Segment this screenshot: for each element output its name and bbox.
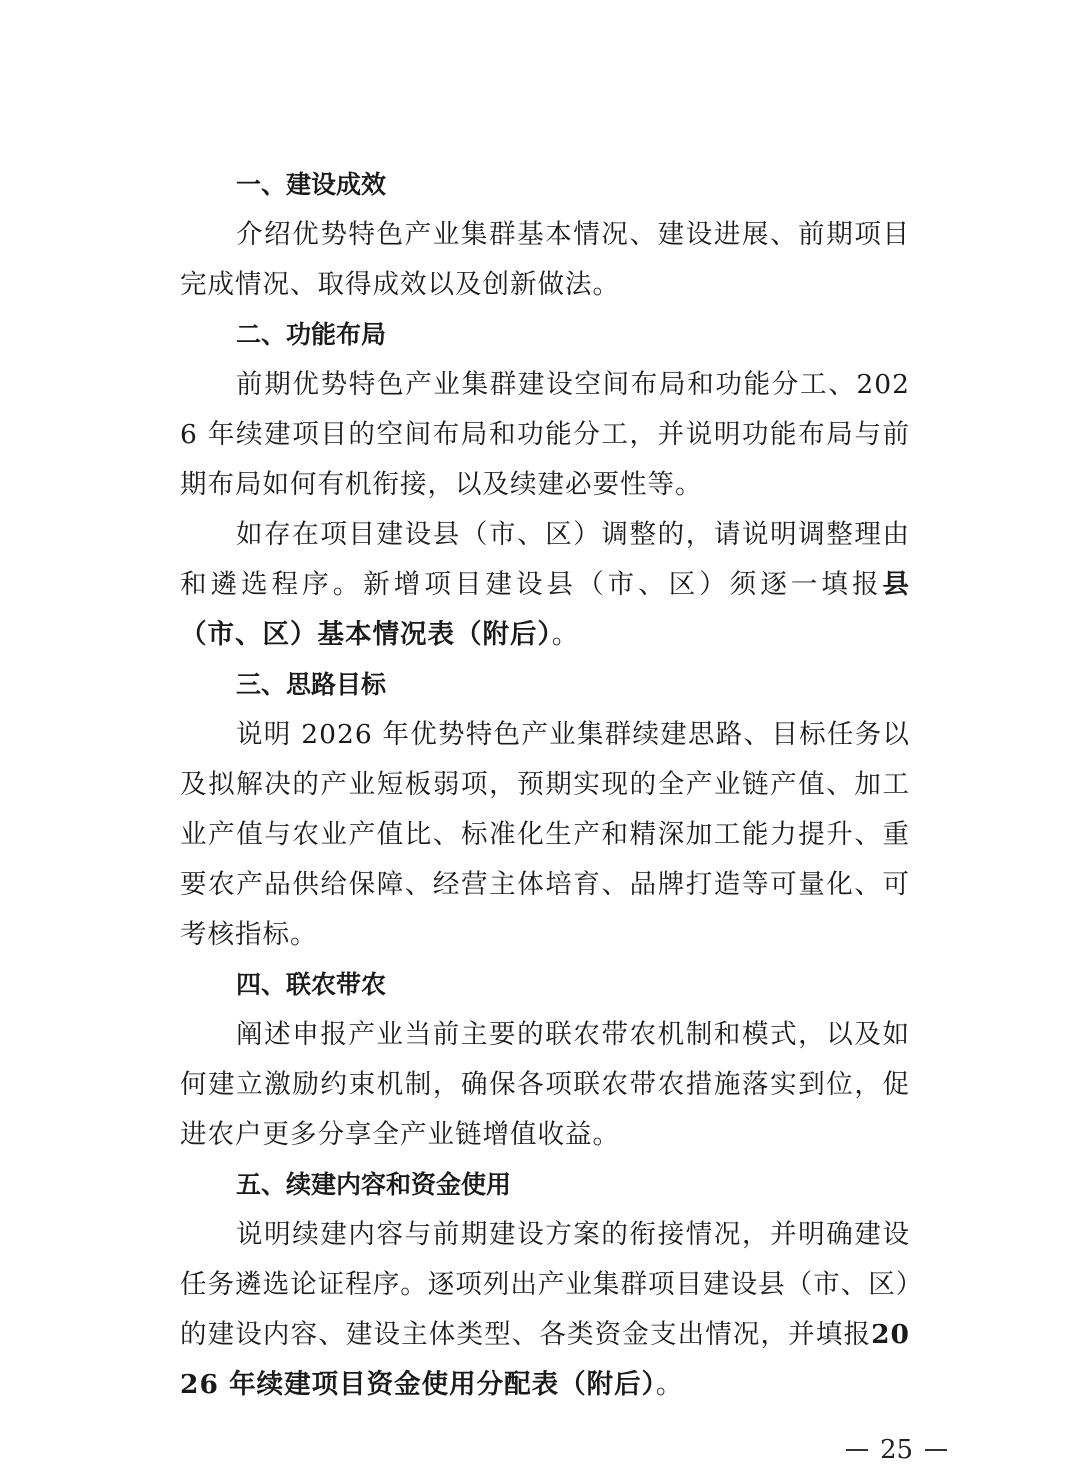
section-paragraph — [180, 1210, 910, 1410]
page-number: 25 — [880, 1435, 914, 1465]
section-paragraph — [180, 510, 910, 660]
bold-table-reference: 县（市、区）基本情况表（附后） — [180, 569, 910, 650]
footer-dash-left — [846, 1449, 868, 1451]
section-heading: 四、联农带农 — [236, 970, 387, 999]
paragraph-text: 阐述申报产业当前主要的联农带农机制和模式，以及如何建立激励约束机制，确保各项联农带农措施落实到位，促进农户更多分享全产业链增值收益。 — [180, 1019, 910, 1150]
section-paragraph — [180, 710, 910, 960]
paragraph-text: 介绍优势特色产业集群基本情况、建设进展、前期项目完成情况、取得成效以及创新做法。 — [180, 219, 910, 300]
section-paragraph — [180, 360, 910, 510]
paragraph-text: 。 — [551, 619, 580, 650]
section-heading: 二、功能布局 — [236, 320, 387, 349]
section-heading: 三、思路目标 — [236, 670, 387, 699]
paragraph-text: 说明 2026 年优势特色产业集群续建思路、目标任务以及拟解决的产业短板弱项，预期实现的全产业链产值、加工业产值与农业产值比、标准化生产和精深加工能力提升、重要农产品供给保障、经营主体培育、品牌打造等可量化、可考核指标。 — [180, 719, 910, 950]
section-paragraph — [180, 210, 910, 310]
bold-table-reference: 2026 年续建项目资金使用分配表（附后） — [180, 1319, 910, 1400]
document-body — [180, 160, 910, 1410]
section-heading: 五、续建内容和资金使用 — [236, 1170, 512, 1199]
section-paragraph — [180, 1010, 910, 1160]
paragraph-text: 说明续建内容与前期建设方案的衔接情况，并明确建设任务遴选论证程序。逐项列出产业集群项目建设县（市、区）的建设内容、建设主体类型、各类资金支出情况，并填报 — [180, 1219, 910, 1350]
footer-dash-right — [925, 1449, 947, 1451]
page-footer — [846, 1434, 947, 1466]
paragraph-text: 如存在项目建设县（市、区）调整的，请说明调整理由和遴选程序。新增项目建设县（市、区）须逐一填报 — [180, 519, 910, 600]
paragraph-text: 前期优势特色产业集群建设空间布局和功能分工、2026 年续建项目的空间布局和功能分工，并说明功能布局与前期布局如何有机衔接，以及续建必要性等。 — [180, 369, 910, 500]
paragraph-text: 。 — [655, 1369, 684, 1400]
section-heading: 一、建设成效 — [236, 170, 387, 199]
